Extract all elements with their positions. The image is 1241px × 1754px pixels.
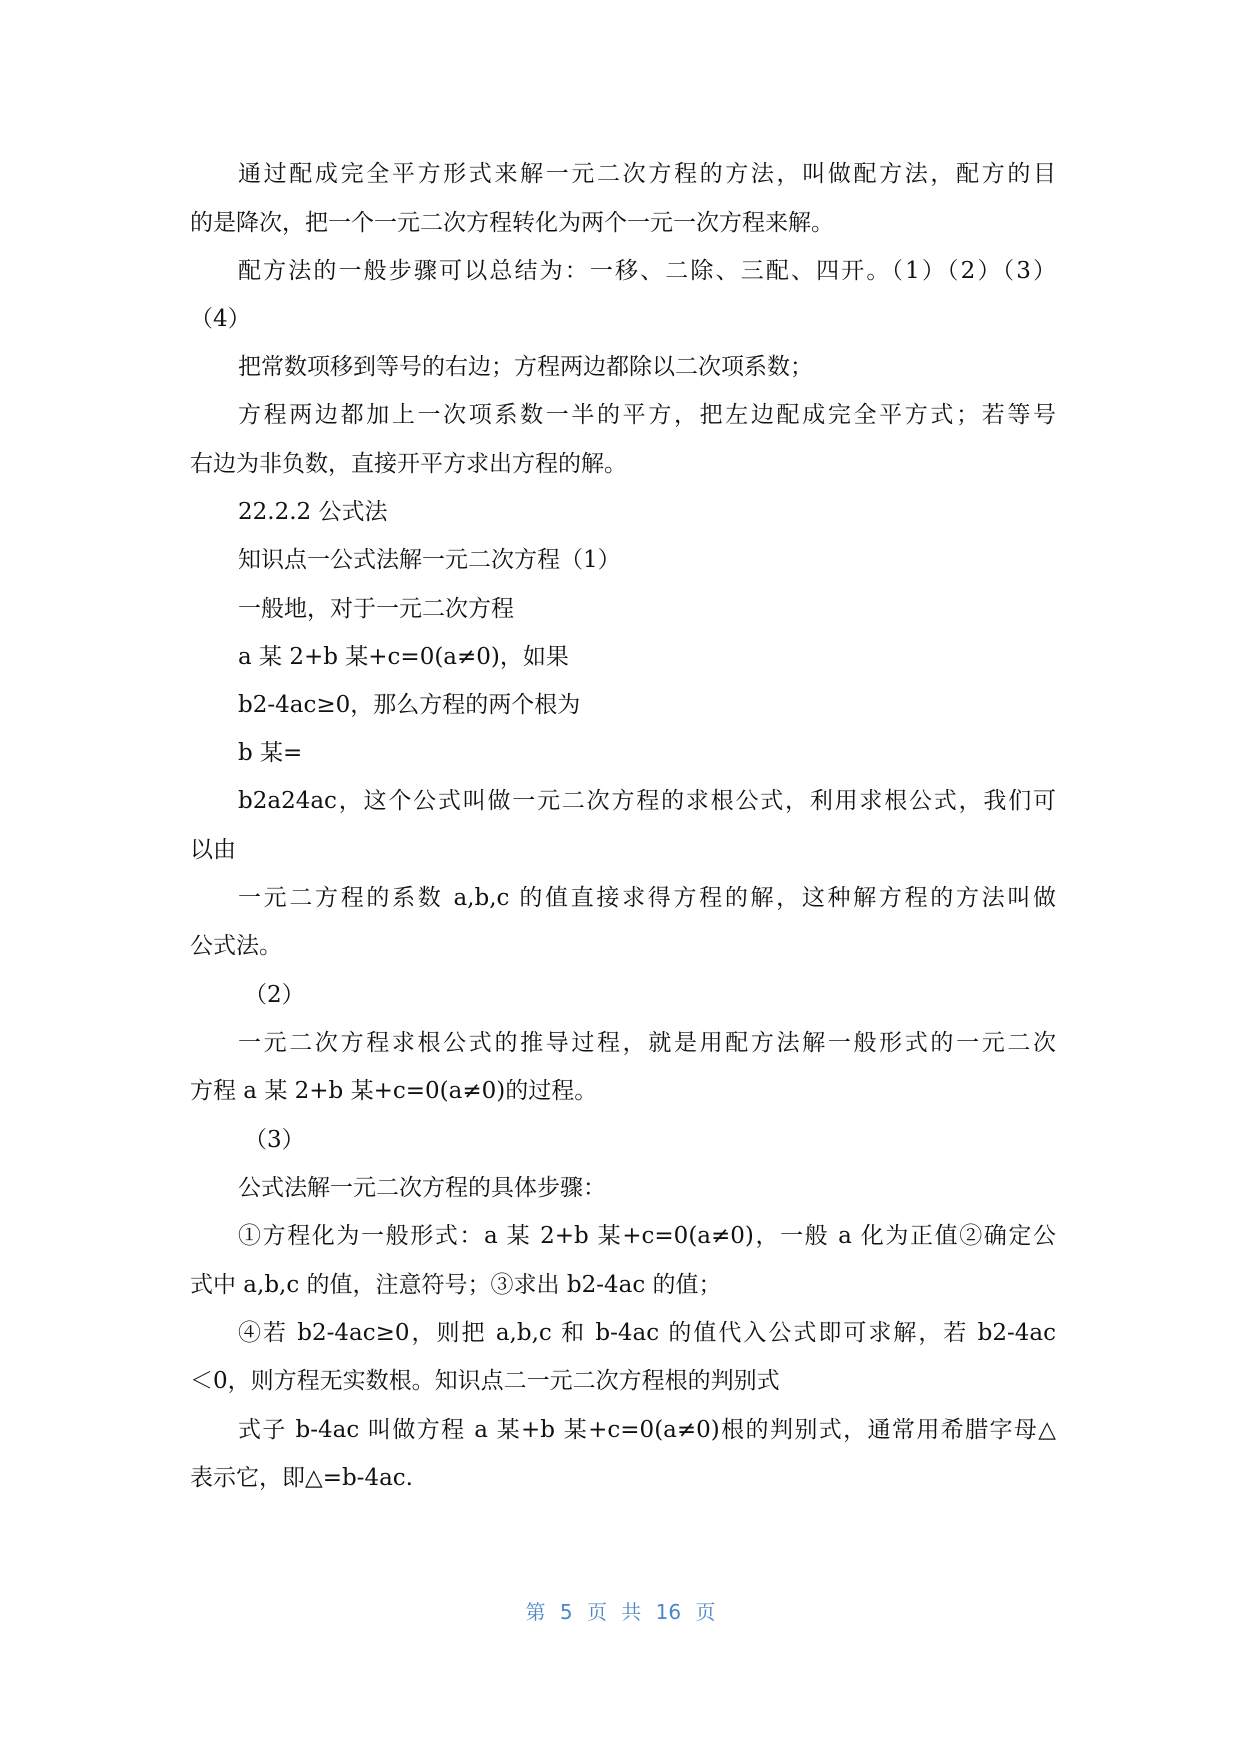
paragraph-line: 知识点一公式法解一元二次方程（1） (238, 547, 621, 573)
paragraph-line: 式中 a,b,c 的值，注意符号；③求出 b2-4ac 的值； (190, 1272, 722, 1298)
paragraph-line: 以由 (190, 837, 236, 863)
paragraph-line: 公式法。 (190, 933, 282, 959)
paragraph-line: 通过配成完全平方形式来解一元二次方程的方法，叫做配方法，配方的目 (238, 161, 1056, 187)
paragraph-line: 把常数项移到等号的右边；方程两边都除以二次项系数； (238, 354, 813, 380)
section-heading: 22.2.2 公式法 (238, 499, 388, 525)
paragraph-line: b 某= (238, 740, 303, 766)
paragraph-line: 式子 b-4ac 叫做方程 a 某+b 某+c=0(a≠0)根的判别式，通常用希腊字母△ (238, 1417, 1056, 1443)
paragraph-line: b2a24ac，这个公式叫做一元二次方程的求根公式，利用求根公式，我们可 (238, 788, 1056, 814)
paragraph-line: 表示它，即△=b-4ac. (190, 1465, 413, 1491)
paragraph-line: 一元二方程的系数 a,b,c 的值直接求得方程的解，这种解方程的方法叫做 (238, 885, 1056, 911)
paragraph-line: （4） (190, 306, 251, 332)
paragraph-line: ＜0，则方程无实数根。知识点二一元二次方程根的判别式 (190, 1368, 780, 1394)
paragraph-line: 的是降次，把一个一元二次方程转化为两个一元一次方程来解。 (190, 210, 834, 236)
paragraph-line: 方程两边都加上一次项系数一半的平方，把左边配成完全平方式；若等号 (238, 402, 1056, 428)
paragraph-line: 公式法解一元二次方程的具体步骤： (238, 1175, 606, 1201)
paragraph-line: b2-4ac≥0，那么方程的两个根为 (238, 692, 581, 718)
paragraph-line: 右边为非负数，直接开平方求出方程的解。 (190, 451, 627, 477)
paragraph-line: 一元二次方程求根公式的推导过程，就是用配方法解一般形式的一元二次 (238, 1030, 1056, 1056)
paragraph-line: 配方法的一般步骤可以总结为：一移、二除、三配、四开。（1）（2）（3） (238, 258, 1056, 284)
paragraph-line: 一般地，对于一元二次方程 (238, 596, 514, 622)
paragraph-line: ④若 b2-4ac≥0，则把 a,b,c 和 b-4ac 的值代入公式即可求解，若 b2-4ac (238, 1320, 1056, 1346)
page-number-footer: 第 5 页 共 16 页 (525, 1600, 716, 1624)
paragraph-line: a 某 2+b 某+c=0(a≠0)，如果 (238, 644, 569, 670)
paragraph-line: （2） (244, 982, 305, 1008)
paragraph-line: ①方程化为一般形式：a 某 2+b 某+c=0(a≠0)，一般 a 化为正值②确定公 (238, 1223, 1056, 1249)
paragraph-line: （3） (244, 1127, 305, 1153)
paragraph-line: 方程 a 某 2+b 某+c=0(a≠0)的过程。 (190, 1078, 598, 1104)
